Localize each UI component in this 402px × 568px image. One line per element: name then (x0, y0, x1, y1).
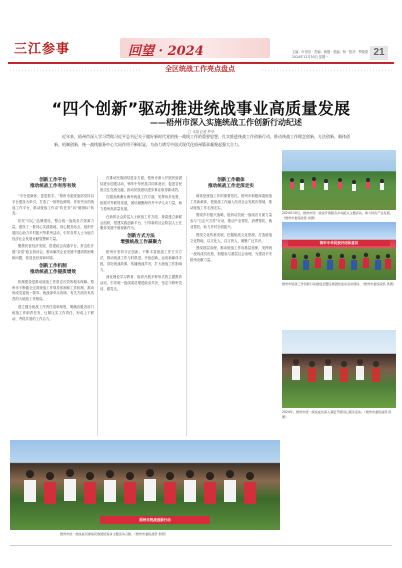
column-heading (190, 178, 272, 190)
masthead-review-label: 回望 · 2024 (128, 44, 204, 59)
photo-community-service (282, 330, 396, 408)
column-paragraph: 依托“同心”品牌建设，整合统一战线各方资源力量，建设了一批同心实践基地、同心服务站点，组织开展同心助力乡村振兴等系列活动，引导各界人士为地方经济社会发展贡献智慧和力量。 (12, 219, 94, 241)
column-paragraph: 围绕基层治理，推动统战工作向基层延伸，发挥统一战线成员优势，积极参与基层社会治理，为建设平安梧州贡献力量。 (190, 246, 272, 262)
column-divider (97, 176, 98, 436)
photo-banner-text: 铸牢中华民族共同体意识 (288, 240, 390, 246)
column-paragraph: 在服务港澳台海外统战工作方面，发挥侨乡优势，拓展对外联络渠道，团结凝聚海内外中华儿女力量，助力梧州高质量发展。 (100, 195, 182, 211)
masthead-info-line: 主编：叶世乐 · 责编：黄继 · 美编：杨 · 校对：罗晓燕 (292, 50, 369, 54)
section-title: 全区统战工作亮点盘点 (165, 65, 235, 73)
column-paragraph: 围绕文化传承发展，挖掘统战文化资源，打造统战文化阵地，以文化人、以文育人，凝聚广泛共识。 (190, 232, 272, 243)
column-paragraph: 在新的社会阶层人士统战工作方面，探索建立新联会组织，搭建实践创新平台，引导新的社会阶层人士在服务发展中展现新作为。 (100, 214, 182, 231)
column-heading-line: 创新工作载体 推动统战工作走深走实 (208, 178, 254, 189)
article-subheadline: ——梧州市深入实施统战工作创新行动纪述 (150, 118, 302, 127)
column-heading-line: 创新工作平台 推动统战工作有形有效 (30, 178, 76, 189)
article-headline: “四个创新”驱动推进统战事业高质量发展 (51, 99, 351, 118)
photo-crowd-illustration (282, 222, 396, 280)
photo-caption: 2024年，梧州市统一战线成员深入基层开展同心服务活动。（梧州市委统战部 供图） (282, 410, 392, 419)
masthead-info-line: 2024年12月30日 星期一 (292, 55, 329, 59)
masthead-info (292, 50, 368, 60)
photo-crowd-illustration (282, 150, 396, 210)
column-paragraph: 梧州市坚持守正创新，不断丰富统战工作方式方法，推动统战工作与时俱进、开拓创新。运用新媒体手段，讲好统战故事，传播统战声音，扩大统战工作影响力。 (100, 250, 182, 272)
column-paragraph: “平台是载体，更是抓手。”梧州市委统战部坚持以平台建设为牵引，打造了一批特色鲜明、作用突出的统战工作平台，推动统战工作由“软任务”向“硬指标”转变。 (12, 194, 94, 216)
column-paragraph: 围绕乡村振兴战略，组织动员统一战线各方面力量参与“万企兴万村”行动，推动产业帮扶、消费帮扶、就业帮扶，助力乡村全面振兴。 (190, 213, 272, 229)
footer-divider (10, 545, 392, 546)
column-heading (100, 234, 182, 246)
column-paragraph: 建立健全统战工作责任清单制度，明确各级各部门统战工作职责任务，压紧压实工作责任，形成上下联动、齐抓共管的工作合力。 (12, 304, 94, 321)
column-paragraph: 在推动民族团结进步方面，梧州市深入开展民族团结进步创建活动，铸牢中华民族共同体意识，促进各民族交往交流交融，推动民族团结进步事业取得新成效。 (100, 176, 182, 192)
column-paragraph: 深化理论学习教育，组织开展多种形式的主题教育活动，引导统一战线成员增进政治共识，坚定不移听党话、跟党走。 (100, 275, 182, 291)
photo-crowd-illustration (282, 330, 396, 408)
column-heading-line: 创新工作机制 推动统战工作提质增效 (30, 263, 76, 275)
column-heading (12, 178, 94, 190)
photo-banner-text: 梧州市统战创新行动 (100, 516, 210, 524)
article-lead: 近年来，梧州市深入学习贯彻习近平总书记关于做好新时代党的统一战线工作的重要思想，扎实推进统战工作创新行动，推动统战工作理念创新、方法创新、载体创新、机制创新，统一战线服务中心大局作用不断彰显，为奋力谱写中国式现代化梧州篇章凝聚起强大合力。 (54, 134, 350, 147)
masthead (0, 0, 402, 64)
article-column-1 (12, 176, 94, 324)
photo-caption: 梧州市统战工作创新行动推进会暨民族团结进步活动现场。（梧州市委统战部 供图） (282, 282, 396, 286)
photo-caption: 梧州市统一战线成员参加民族团结进步主题活动合影。（梧州市委统战部 供图） (60, 532, 168, 536)
photo-group-main (10, 440, 280, 530)
column-divider (186, 176, 187, 436)
column-paragraph: 聚焦民营经济发展，搭建政企沟通平台，常态化开展“亲清”政企恳谈会，推动解决企业发展中遇到的困难和问题，营造良好营商环境。 (12, 244, 94, 260)
masthead-logo: 三江参事 (14, 42, 71, 57)
article-byline: □ 本报记者 罗华 (188, 130, 215, 134)
column-paragraph: 机制建设是推动统战工作常态长效的根本保障。梧州市不断健全完善统战工作领导体制和工作机制，推动形成党委统一领导、统战部牵头协调、有关方面各负其责的大统战工作格局。 (12, 279, 94, 302)
column-heading (12, 264, 94, 276)
photo-unity-event (282, 222, 396, 280)
column-heading-line: 创新方式方法 增强统战工作凝聚力 (120, 234, 162, 246)
column-paragraph: 载体是统战工作的重要依托。梧州市积极探索统战工作新载体，把统战工作融入经济社会发展各领域，推动统战工作走深走实。 (190, 194, 272, 210)
photo-caption: 2024年10月，梧州市统一战线开展服务乡村振兴主题活动，助力特色产业发展。（梧州市委统战部 供图） (282, 211, 393, 220)
article-column-2 (100, 176, 182, 295)
photo-village-activity (282, 150, 396, 210)
article-column-3 (190, 176, 272, 266)
page-number: 21 (370, 46, 388, 60)
